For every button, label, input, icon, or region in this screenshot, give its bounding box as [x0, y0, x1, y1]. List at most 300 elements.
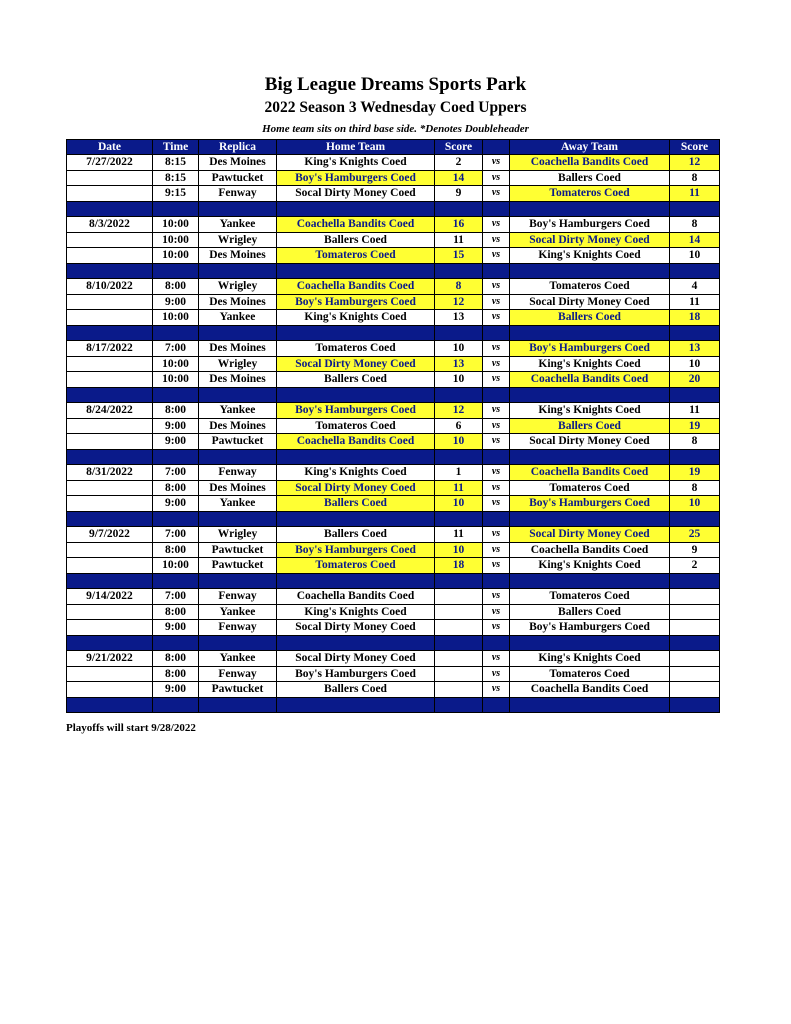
home-score [435, 666, 483, 682]
separator-cell [199, 697, 277, 713]
home-team: King's Knights Coed [277, 604, 435, 620]
vs-label: vs [483, 310, 510, 326]
game-time: 8:15 [153, 170, 199, 186]
home-score: 12 [435, 294, 483, 310]
away-team: King's Knights Coed [510, 356, 670, 372]
game-time: 9:00 [153, 682, 199, 698]
separator-cell [483, 635, 510, 651]
separator-cell [67, 573, 153, 589]
vs-label: vs [483, 155, 510, 171]
away-team: Ballers Coed [510, 604, 670, 620]
home-score: 1 [435, 465, 483, 481]
vs-label: vs [483, 372, 510, 388]
home-team: Socal Dirty Money Coed [277, 651, 435, 667]
away-team: King's Knights Coed [510, 248, 670, 264]
vs-label: vs [483, 186, 510, 202]
vs-label: vs [483, 465, 510, 481]
game-date [67, 356, 153, 372]
separator-cell [153, 573, 199, 589]
table-row [67, 155, 720, 171]
table-row [67, 418, 720, 434]
game-date [67, 186, 153, 202]
vs-label: vs [483, 496, 510, 512]
away-score: 10 [670, 496, 720, 512]
away-team: Tomateros Coed [510, 480, 670, 496]
table-row [67, 682, 720, 698]
vs-label: vs [483, 294, 510, 310]
game-date: 7/27/2022 [67, 155, 153, 171]
separator-cell [153, 449, 199, 465]
home-team: Ballers Coed [277, 682, 435, 698]
away-team: Tomateros Coed [510, 589, 670, 605]
vs-label: vs [483, 418, 510, 434]
separator-cell [483, 387, 510, 403]
separator-cell [153, 697, 199, 713]
home-score: 10 [435, 341, 483, 357]
separator-cell [435, 635, 483, 651]
table-row [67, 589, 720, 605]
game-date [67, 558, 153, 574]
away-score: 11 [670, 294, 720, 310]
separator-cell [435, 697, 483, 713]
home-score: 2 [435, 155, 483, 171]
table-row [67, 279, 720, 295]
separator-cell [483, 325, 510, 341]
away-team: King's Knights Coed [510, 651, 670, 667]
separator-cell [67, 635, 153, 651]
vs-label: vs [483, 682, 510, 698]
home-score: 11 [435, 527, 483, 543]
game-time: 8:00 [153, 604, 199, 620]
game-date [67, 604, 153, 620]
game-date [67, 418, 153, 434]
away-score: 19 [670, 465, 720, 481]
game-time: 8:00 [153, 651, 199, 667]
separator-cell [670, 511, 720, 527]
away-team: King's Knights Coed [510, 558, 670, 574]
away-team: Coachella Bandits Coed [510, 465, 670, 481]
game-date: 9/21/2022 [67, 651, 153, 667]
game-time: 9:15 [153, 186, 199, 202]
separator-cell [199, 201, 277, 217]
vs-label: vs [483, 480, 510, 496]
game-time: 7:00 [153, 465, 199, 481]
separator-cell [670, 263, 720, 279]
table-row [67, 248, 720, 264]
separator-cell [67, 387, 153, 403]
away-team: Boy's Hamburgers Coed [510, 341, 670, 357]
separator-cell [199, 635, 277, 651]
separator-cell [483, 511, 510, 527]
home-score: 10 [435, 372, 483, 388]
game-time: 10:00 [153, 356, 199, 372]
game-field: Wrigley [199, 356, 277, 372]
away-team: Ballers Coed [510, 310, 670, 326]
game-date: 8/17/2022 [67, 341, 153, 357]
home-team: Socal Dirty Money Coed [277, 620, 435, 636]
game-time: 10:00 [153, 310, 199, 326]
vs-label: vs [483, 620, 510, 636]
table-row [67, 620, 720, 636]
home-team: Coachella Bandits Coed [277, 279, 435, 295]
game-field: Fenway [199, 186, 277, 202]
away-team: Coachella Bandits Coed [510, 682, 670, 698]
game-date [67, 620, 153, 636]
home-score [435, 682, 483, 698]
away-score: 9 [670, 542, 720, 558]
separator-cell [435, 511, 483, 527]
away-team: Tomateros Coed [510, 279, 670, 295]
game-date [67, 294, 153, 310]
table-row [67, 651, 720, 667]
game-field: Yankee [199, 604, 277, 620]
col-time: Time [153, 140, 199, 155]
table-row [67, 604, 720, 620]
separator-cell [483, 449, 510, 465]
home-team: King's Knights Coed [277, 310, 435, 326]
vs-label: vs [483, 666, 510, 682]
away-team: Coachella Bandits Coed [510, 372, 670, 388]
vs-label: vs [483, 589, 510, 605]
week-separator [67, 511, 720, 527]
table-row [67, 186, 720, 202]
away-team: Socal Dirty Money Coed [510, 434, 670, 450]
home-team: Tomateros Coed [277, 558, 435, 574]
game-date: 8/31/2022 [67, 465, 153, 481]
home-team: Ballers Coed [277, 496, 435, 512]
separator-cell [277, 325, 435, 341]
separator-cell [435, 201, 483, 217]
vs-label: vs [483, 232, 510, 248]
game-date [67, 666, 153, 682]
game-field: Yankee [199, 217, 277, 233]
away-team: Coachella Bandits Coed [510, 155, 670, 171]
separator-cell [435, 325, 483, 341]
table-row [67, 542, 720, 558]
game-time: 10:00 [153, 217, 199, 233]
table-row [67, 527, 720, 543]
vs-label: vs [483, 604, 510, 620]
separator-cell [670, 201, 720, 217]
game-field: Fenway [199, 666, 277, 682]
home-team: Ballers Coed [277, 372, 435, 388]
page-subtitle: 2022 Season 3 Wednesday Coed Uppers [264, 99, 527, 116]
home-team: Socal Dirty Money Coed [277, 480, 435, 496]
game-time: 7:00 [153, 341, 199, 357]
away-score [670, 604, 720, 620]
home-team: Boy's Hamburgers Coed [277, 170, 435, 186]
separator-cell [199, 449, 277, 465]
game-field: Yankee [199, 496, 277, 512]
vs-label: vs [483, 434, 510, 450]
col-home-score: Score [435, 140, 483, 155]
game-time: 8:00 [153, 542, 199, 558]
separator-cell [153, 201, 199, 217]
separator-cell [670, 325, 720, 341]
separator-cell [277, 449, 435, 465]
game-field: Wrigley [199, 279, 277, 295]
game-date: 8/10/2022 [67, 279, 153, 295]
page-note: Home team sits on third base side. *Denotes Doubleheader [262, 123, 529, 135]
home-team: Coachella Bandits Coed [277, 589, 435, 605]
separator-cell [153, 325, 199, 341]
game-field: Pawtucket [199, 434, 277, 450]
separator-cell [483, 697, 510, 713]
away-team: King's Knights Coed [510, 403, 670, 419]
home-score: 6 [435, 418, 483, 434]
col-replica: Replica [199, 140, 277, 155]
separator-cell [199, 573, 277, 589]
table-row [67, 558, 720, 574]
week-separator [67, 325, 720, 341]
separator-cell [277, 635, 435, 651]
page-title: Big League Dreams Sports Park [264, 74, 527, 95]
home-team: Boy's Hamburgers Coed [277, 542, 435, 558]
home-score [435, 589, 483, 605]
separator-cell [435, 387, 483, 403]
vs-label: vs [483, 403, 510, 419]
game-time: 8:00 [153, 279, 199, 295]
table-row [67, 232, 720, 248]
game-field: Des Moines [199, 294, 277, 310]
separator-cell [510, 201, 670, 217]
separator-cell [153, 263, 199, 279]
table-row [67, 496, 720, 512]
home-score: 13 [435, 310, 483, 326]
game-field: Des Moines [199, 248, 277, 264]
col-away-team: Away Team [510, 140, 670, 155]
away-score: 25 [670, 527, 720, 543]
game-date [67, 372, 153, 388]
separator-cell [670, 449, 720, 465]
separator-cell [153, 387, 199, 403]
separator-cell [510, 635, 670, 651]
game-date [67, 480, 153, 496]
game-time: 9:00 [153, 418, 199, 434]
separator-cell [199, 511, 277, 527]
away-score [670, 651, 720, 667]
separator-cell [277, 511, 435, 527]
away-score: 19 [670, 418, 720, 434]
game-field: Wrigley [199, 232, 277, 248]
home-team: Socal Dirty Money Coed [277, 186, 435, 202]
away-score: 11 [670, 403, 720, 419]
game-date [67, 682, 153, 698]
away-team: Socal Dirty Money Coed [510, 294, 670, 310]
away-score: 8 [670, 434, 720, 450]
vs-label: vs [483, 558, 510, 574]
away-score [670, 682, 720, 698]
game-field: Pawtucket [199, 542, 277, 558]
vs-label: vs [483, 651, 510, 667]
away-score: 12 [670, 155, 720, 171]
table-row [67, 310, 720, 326]
game-time: 10:00 [153, 248, 199, 264]
separator-cell [277, 387, 435, 403]
home-team: Ballers Coed [277, 527, 435, 543]
separator-cell [67, 201, 153, 217]
game-field: Fenway [199, 465, 277, 481]
home-team: King's Knights Coed [277, 155, 435, 171]
away-team: Boy's Hamburgers Coed [510, 620, 670, 636]
separator-cell [483, 201, 510, 217]
away-team: Boy's Hamburgers Coed [510, 217, 670, 233]
vs-label: vs [483, 248, 510, 264]
home-score: 10 [435, 496, 483, 512]
separator-cell [435, 263, 483, 279]
table-row [67, 403, 720, 419]
game-field: Pawtucket [199, 682, 277, 698]
home-team: Boy's Hamburgers Coed [277, 403, 435, 419]
home-team: Boy's Hamburgers Coed [277, 666, 435, 682]
away-score: 10 [670, 248, 720, 264]
game-date [67, 310, 153, 326]
game-time: 8:00 [153, 403, 199, 419]
separator-cell [510, 325, 670, 341]
game-time: 9:00 [153, 434, 199, 450]
separator-cell [67, 325, 153, 341]
game-time: 10:00 [153, 372, 199, 388]
separator-cell [153, 635, 199, 651]
week-separator [67, 201, 720, 217]
week-separator [67, 573, 720, 589]
game-date [67, 248, 153, 264]
away-score: 8 [670, 217, 720, 233]
home-score: 14 [435, 170, 483, 186]
home-score [435, 651, 483, 667]
separator-cell [67, 697, 153, 713]
game-field: Pawtucket [199, 558, 277, 574]
away-team: Boy's Hamburgers Coed [510, 496, 670, 512]
away-team: Ballers Coed [510, 418, 670, 434]
separator-cell [277, 263, 435, 279]
game-date: 9/14/2022 [67, 589, 153, 605]
home-team: Tomateros Coed [277, 418, 435, 434]
home-score: 11 [435, 232, 483, 248]
table-row [67, 294, 720, 310]
game-date [67, 232, 153, 248]
separator-cell [510, 387, 670, 403]
vs-label: vs [483, 170, 510, 186]
home-score: 13 [435, 356, 483, 372]
away-score: 14 [670, 232, 720, 248]
separator-cell [153, 511, 199, 527]
home-score: 8 [435, 279, 483, 295]
game-field: Yankee [199, 310, 277, 326]
away-team: Ballers Coed [510, 170, 670, 186]
game-field: Yankee [199, 403, 277, 419]
game-time: 9:00 [153, 496, 199, 512]
away-score [670, 620, 720, 636]
separator-cell [670, 635, 720, 651]
week-separator [67, 263, 720, 279]
game-field: Des Moines [199, 418, 277, 434]
home-score: 10 [435, 434, 483, 450]
home-score: 10 [435, 542, 483, 558]
week-separator [67, 635, 720, 651]
away-score [670, 589, 720, 605]
separator-cell [199, 387, 277, 403]
away-team: Tomateros Coed [510, 186, 670, 202]
separator-cell [670, 697, 720, 713]
table-row [67, 217, 720, 233]
away-team: Tomateros Coed [510, 666, 670, 682]
home-score [435, 620, 483, 636]
vs-label: vs [483, 542, 510, 558]
game-time: 9:00 [153, 620, 199, 636]
table-row [67, 465, 720, 481]
separator-cell [67, 511, 153, 527]
col-home-team: Home Team [277, 140, 435, 155]
schedule-table [66, 139, 720, 713]
game-time: 10:00 [153, 232, 199, 248]
game-field: Fenway [199, 589, 277, 605]
game-time: 8:15 [153, 155, 199, 171]
table-row [67, 372, 720, 388]
away-score: 8 [670, 480, 720, 496]
home-team: Boy's Hamburgers Coed [277, 294, 435, 310]
home-score: 9 [435, 186, 483, 202]
away-team: Socal Dirty Money Coed [510, 527, 670, 543]
game-date [67, 170, 153, 186]
table-row [67, 434, 720, 450]
week-separator [67, 449, 720, 465]
week-separator [67, 387, 720, 403]
home-team: Socal Dirty Money Coed [277, 356, 435, 372]
separator-cell [67, 449, 153, 465]
away-score [670, 666, 720, 682]
away-score: 4 [670, 279, 720, 295]
separator-cell [199, 325, 277, 341]
home-score [435, 604, 483, 620]
away-team: Coachella Bandits Coed [510, 542, 670, 558]
game-field: Des Moines [199, 155, 277, 171]
away-score: 20 [670, 372, 720, 388]
home-team: Coachella Bandits Coed [277, 434, 435, 450]
separator-cell [510, 263, 670, 279]
col-vs [483, 140, 510, 155]
home-score: 16 [435, 217, 483, 233]
away-score: 2 [670, 558, 720, 574]
game-date: 8/24/2022 [67, 403, 153, 419]
home-team: Tomateros Coed [277, 341, 435, 357]
separator-cell [277, 697, 435, 713]
vs-label: vs [483, 356, 510, 372]
home-team: Coachella Bandits Coed [277, 217, 435, 233]
vs-label: vs [483, 279, 510, 295]
away-team: Socal Dirty Money Coed [510, 232, 670, 248]
game-field: Des Moines [199, 480, 277, 496]
separator-cell [483, 263, 510, 279]
separator-cell [199, 263, 277, 279]
separator-cell [435, 449, 483, 465]
game-field: Fenway [199, 620, 277, 636]
home-team: Ballers Coed [277, 232, 435, 248]
header-row [67, 140, 720, 155]
table-row [67, 356, 720, 372]
home-score: 12 [435, 403, 483, 419]
game-field: Yankee [199, 651, 277, 667]
separator-cell [277, 573, 435, 589]
table-row [67, 666, 720, 682]
vs-label: vs [483, 217, 510, 233]
away-score: 10 [670, 356, 720, 372]
away-score: 18 [670, 310, 720, 326]
separator-cell [435, 573, 483, 589]
away-score: 11 [670, 186, 720, 202]
game-date [67, 434, 153, 450]
home-team: King's Knights Coed [277, 465, 435, 481]
